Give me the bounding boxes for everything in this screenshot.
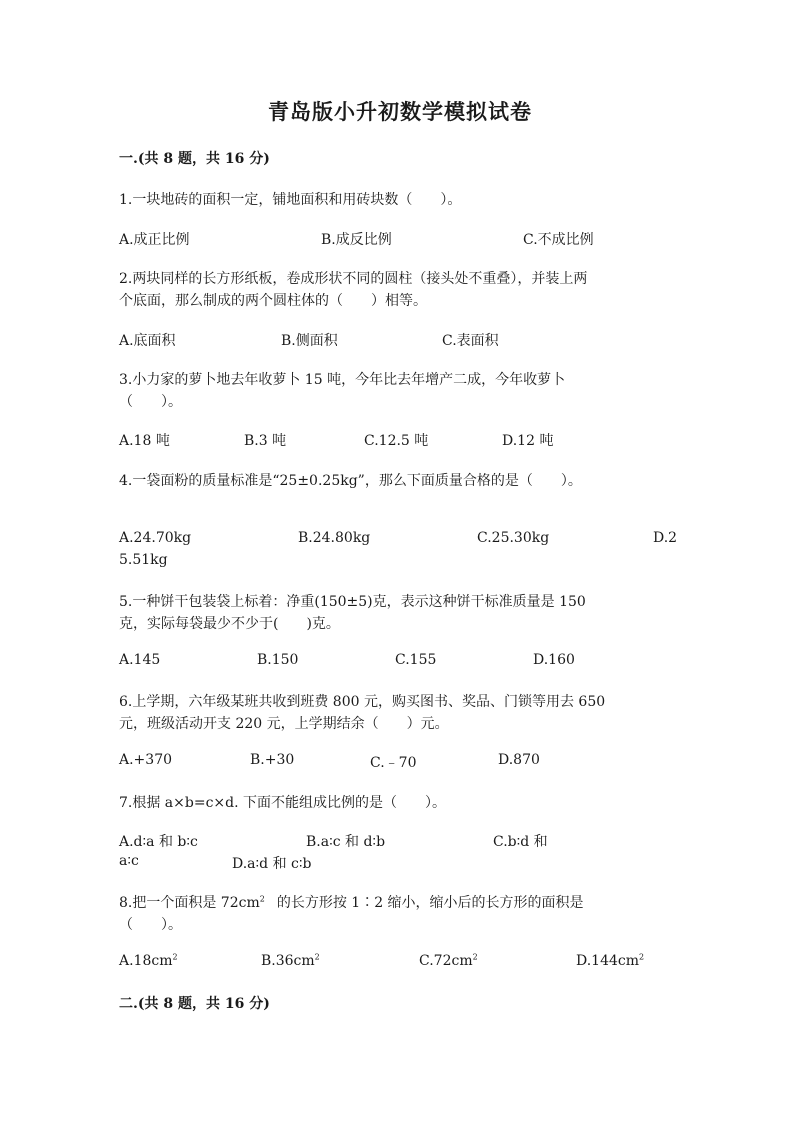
area-unit-superscript: 2 (172, 952, 178, 962)
question-8-option-a-text: A.18cm (119, 953, 173, 969)
question-5-option-a: A.145 (119, 652, 161, 668)
question-4-option-b: B.24.80kg (298, 530, 371, 546)
question-8-option-c (419, 953, 478, 969)
question-6-option-a: A.+370 (119, 752, 173, 768)
question-6-line-2: 元，班级活动开支 220 元，上学期结余（ ）元。 (119, 716, 449, 732)
question-8-line-1-suffix: 的长方形按 1∶2 缩小，缩小后的长方形的面积是 (276, 895, 584, 911)
question-3-option-b: B.3 吨 (244, 433, 287, 449)
question-2-option-c: C.表面积 (442, 333, 499, 349)
question-4-option-c: C.25.30kg (477, 530, 550, 546)
question-5-option-c: C.155 (395, 652, 437, 668)
question-4-option-a: A.24.70kg (119, 530, 192, 546)
area-unit-superscript: 2 (259, 894, 265, 904)
question-3-line-1: 3.小力家的萝卜地去年收萝卜 15 吨，今年比去年增产二成，今年收萝卜 (119, 372, 566, 388)
question-4-text: 4.一袋面粉的质量标准是“25±0.25kg”，那么下面质量合格的是（ ）。 (119, 473, 582, 489)
question-6-line-1: 6.上学期，六年级某班共收到班费 800 元，购买图书、奖品、门锁等用去 650 (119, 694, 606, 710)
question-6-option-d: D.870 (498, 752, 540, 768)
area-unit-superscript: 2 (314, 952, 320, 962)
question-2-option-a: A.底面积 (119, 333, 176, 349)
question-5-option-d: D.160 (533, 652, 575, 668)
question-8-option-a (119, 953, 178, 969)
question-4-option-d-continued: 5.51kg (119, 552, 168, 568)
question-7-option-c: C.b∶d 和 (493, 834, 548, 850)
question-8-option-c-text: C.72cm (419, 953, 473, 969)
question-1-text: 1.一块地砖的面积一定，铺地面积和用砖块数（ ）。 (119, 192, 462, 208)
question-2-line-2: 个底面，那么制成的两个圆柱体的（ ）相等。 (119, 293, 427, 309)
question-6-option-b: B.+30 (250, 752, 295, 768)
question-7-option-a: A.d∶a 和 b∶c (119, 834, 198, 850)
area-unit-superscript: 2 (639, 952, 645, 962)
question-3-option-d: D.12 吨 (502, 433, 554, 449)
question-3-line-2: （ ）。 (119, 394, 182, 410)
question-2-option-b: B.侧面积 (281, 333, 338, 349)
question-2-line-1: 2.两块同样的长方形纸板，卷成形状不同的圆柱（接头处不重叠），并装上两 (119, 271, 588, 287)
question-8-option-d-text: D.144cm (576, 953, 640, 969)
question-5-option-b: B.150 (257, 652, 299, 668)
question-3-option-c: C.12.5 吨 (364, 433, 429, 449)
area-unit-superscript: 2 (472, 952, 478, 962)
question-8-option-d (576, 953, 644, 969)
question-4-option-d: D.2 (653, 530, 678, 546)
question-7-option-b: B.a∶c 和 d∶b (306, 834, 386, 850)
section-1-heading: 一.(共 8 题，共 16 分) (119, 151, 270, 167)
question-8-line-1-prefix: 8.把一个面积是 72cm (119, 895, 260, 911)
question-8-option-b (261, 953, 320, 969)
question-8-option-b-text: B.36cm (261, 953, 315, 969)
question-5-line-1: 5.一种饼干包装袋上标着：净重(150±5)克，表示这种饼干标准质量是 150 (119, 594, 586, 610)
question-1-option-a: A.成正比例 (119, 232, 190, 248)
question-8-line-1 (119, 892, 584, 912)
question-1-option-b: B.成反比例 (321, 232, 392, 248)
section-2-heading: 二.(共 8 题，共 16 分) (119, 996, 270, 1012)
question-1-option-c: C.不成比例 (523, 232, 594, 248)
question-5-line-2: 克，实际每袋最少不少于( )克。 (119, 616, 340, 632)
question-6-option-c: C.﹣70 (370, 755, 417, 771)
question-7-option-c-continued: a∶c (119, 853, 139, 869)
question-3-option-a: A.18 吨 (119, 433, 170, 449)
question-8-line-2: （ ）。 (119, 917, 182, 933)
question-7-option-d: D.a∶d 和 c∶b (232, 856, 312, 872)
question-7-text: 7.根据 a×b=c×d. 下面不能组成比例的是（ ）。 (119, 795, 447, 811)
exam-title: 青岛版小升初数学模拟试卷 (268, 99, 532, 124)
